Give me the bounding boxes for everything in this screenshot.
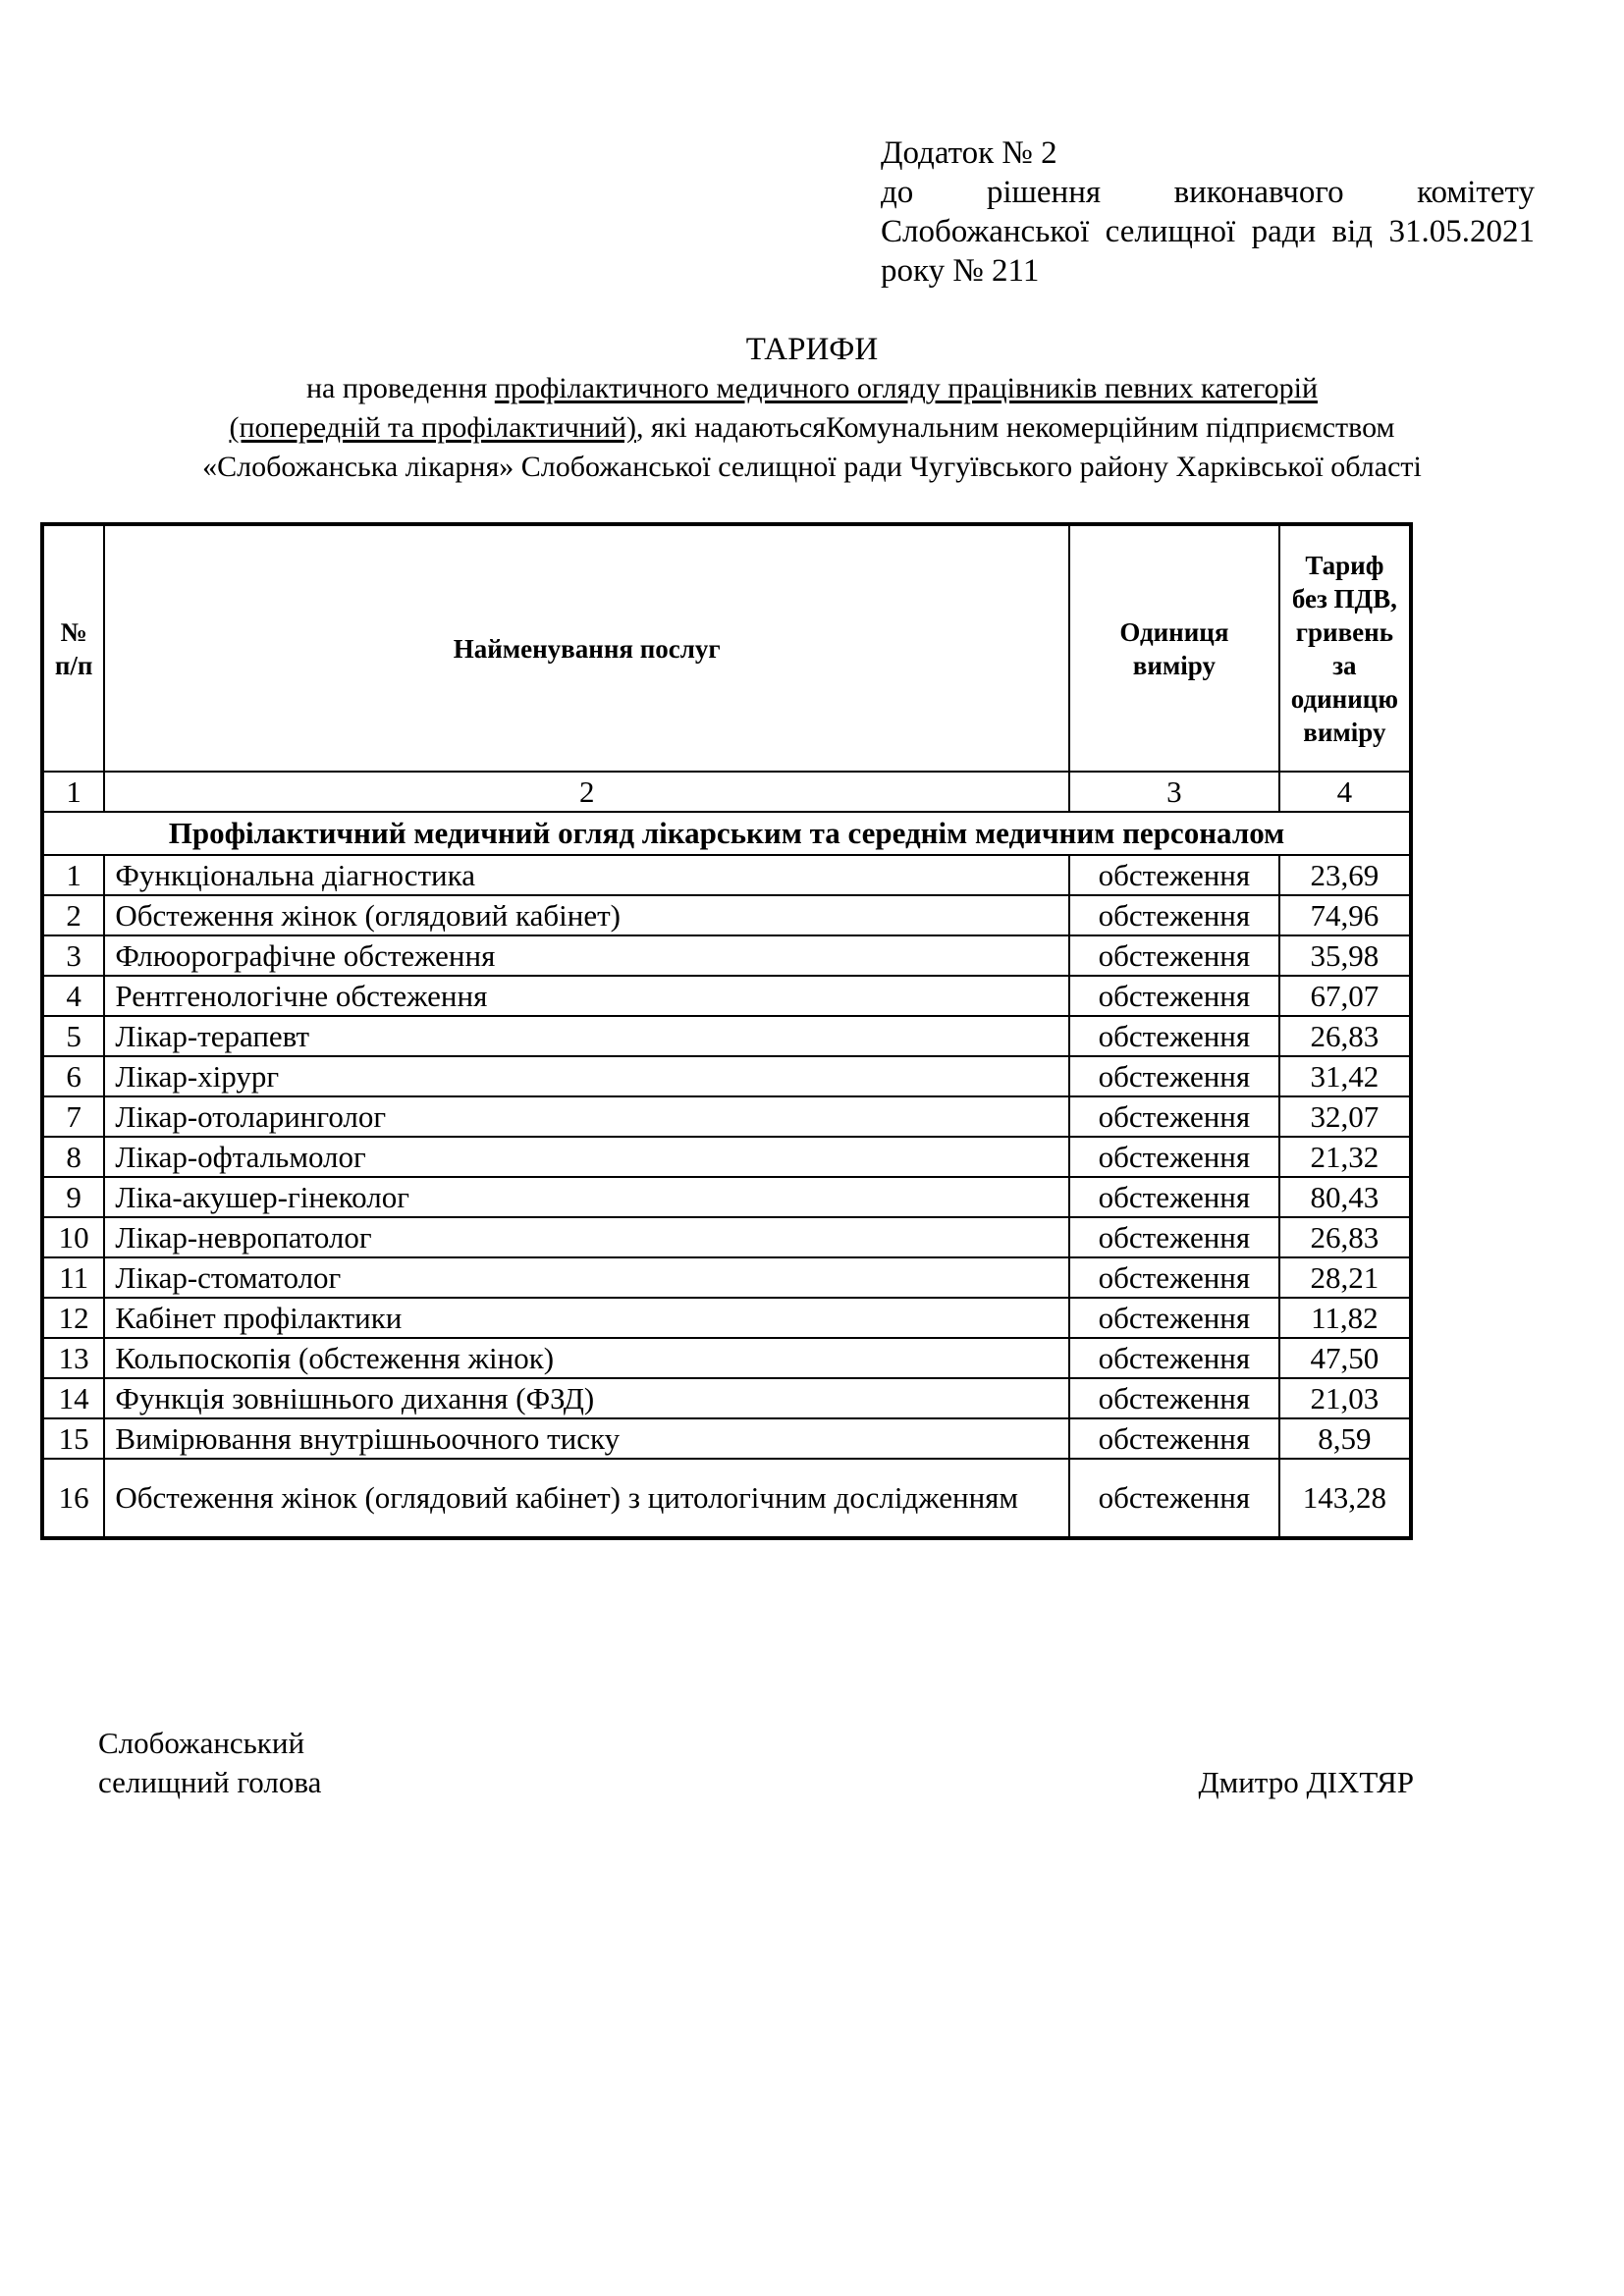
header-price: Тариф без ПДВ, гривень за одиницю виміру xyxy=(1279,524,1411,772)
row-unit: обстеження xyxy=(1069,895,1279,935)
annex-date: 31.05.2021 xyxy=(1388,214,1535,249)
row-service-name: Ліка-акушер-гінеколог xyxy=(104,1177,1069,1217)
column-number: 4 xyxy=(1279,772,1411,812)
row-unit: обстеження xyxy=(1069,1137,1279,1177)
row-price: 47,50 xyxy=(1279,1338,1411,1378)
row-service-name: Лікар-офтальмолог xyxy=(104,1137,1069,1177)
table-row xyxy=(42,1459,1411,1538)
annex-word: рішення xyxy=(986,175,1102,210)
row-unit: обстеження xyxy=(1069,1096,1279,1137)
column-number-row xyxy=(42,772,1411,812)
table-row xyxy=(42,1418,1411,1459)
row-number: 8 xyxy=(42,1137,104,1177)
row-service-name: Лікар-невропатолог xyxy=(104,1217,1069,1257)
row-unit: обстеження xyxy=(1069,1298,1279,1338)
title-line-3: «Слобожанська лікарня» Слобожанської селищної ради Чугуївського району Харківської області xyxy=(202,451,1422,483)
row-price: 35,98 xyxy=(1279,935,1411,976)
table-row xyxy=(42,1338,1411,1378)
table-row xyxy=(42,935,1411,976)
row-price: 143,28 xyxy=(1279,1459,1411,1538)
table-row xyxy=(42,976,1411,1016)
row-price: 8,59 xyxy=(1279,1418,1411,1459)
annex-word: виконавчого xyxy=(1173,175,1344,210)
row-service-name: Лікар-хірург xyxy=(104,1056,1069,1096)
title-heading: ТАРИФИ xyxy=(745,332,879,367)
annex-number: Додаток № 2 xyxy=(881,135,1057,171)
title-underlined-subject: профілактичного медичного огляду працівників певних категорій xyxy=(494,372,1318,404)
row-service-name: Кабінет профілактики xyxy=(104,1298,1069,1338)
row-price: 28,21 xyxy=(1279,1257,1411,1298)
section-title: Профілактичний медичний огляд лікарським та середнім медичним персоналом xyxy=(42,812,1411,855)
row-number: 2 xyxy=(42,895,104,935)
table-row xyxy=(42,1096,1411,1137)
annex-word: комітету xyxy=(1417,175,1535,210)
annex-year-number: року № 211 xyxy=(881,253,1040,289)
row-unit: обстеження xyxy=(1069,1418,1279,1459)
row-price: 80,43 xyxy=(1279,1177,1411,1217)
row-service-name: Флюорографічне обстеження xyxy=(104,935,1069,976)
title-provider: , які надаютьсяКомунальним некомерційним підприємством xyxy=(636,411,1395,444)
row-number: 15 xyxy=(42,1418,104,1459)
annex-word: від xyxy=(1331,214,1374,249)
row-service-name: Рентгенологічне обстеження xyxy=(104,976,1069,1016)
row-number: 7 xyxy=(42,1096,104,1137)
table-row xyxy=(42,1378,1411,1418)
row-number: 13 xyxy=(42,1338,104,1378)
row-price: 23,69 xyxy=(1279,855,1411,895)
table-row xyxy=(42,895,1411,935)
annex-word: ради xyxy=(1251,214,1317,249)
row-number: 3 xyxy=(42,935,104,976)
title-line-1 xyxy=(0,369,1624,408)
header-unit: Одиниця виміру xyxy=(1069,524,1279,772)
annex-word: селищної xyxy=(1105,214,1236,249)
row-unit: обстеження xyxy=(1069,1217,1279,1257)
section-row xyxy=(42,812,1411,855)
row-price: 21,03 xyxy=(1279,1378,1411,1418)
row-price: 21,32 xyxy=(1279,1137,1411,1177)
column-number: 1 xyxy=(42,772,104,812)
title-line-2 xyxy=(0,408,1624,448)
row-service-name: Обстеження жінок (оглядовий кабінет) xyxy=(104,895,1069,935)
row-number: 10 xyxy=(42,1217,104,1257)
row-service-name: Лікар-отоларинголог xyxy=(104,1096,1069,1137)
annex-block xyxy=(881,133,1535,291)
header-service-name: Найменування послуг xyxy=(104,524,1069,772)
row-number: 4 xyxy=(42,976,104,1016)
column-number: 2 xyxy=(104,772,1069,812)
row-unit: обстеження xyxy=(1069,1177,1279,1217)
annex-council-line xyxy=(881,212,1535,251)
table-row xyxy=(42,855,1411,895)
table-header-row xyxy=(42,524,1411,772)
signatory-position-line-2: селищний голова xyxy=(98,1765,322,1799)
row-unit: обстеження xyxy=(1069,855,1279,895)
row-unit: обстеження xyxy=(1069,1459,1279,1538)
row-unit: обстеження xyxy=(1069,1378,1279,1418)
row-unit: обстеження xyxy=(1069,935,1279,976)
row-number: 14 xyxy=(42,1378,104,1418)
table-row xyxy=(42,1056,1411,1096)
row-unit: обстеження xyxy=(1069,1338,1279,1378)
tariffs-table xyxy=(40,522,1413,1540)
row-number: 1 xyxy=(42,855,104,895)
row-service-name: Лікар-стоматолог xyxy=(104,1257,1069,1298)
header-number: № п/п xyxy=(42,524,104,772)
row-number: 9 xyxy=(42,1177,104,1217)
signatory-position-line-1: Слобожанський xyxy=(98,1726,305,1760)
row-price: 32,07 xyxy=(1279,1096,1411,1137)
row-service-name: Кольпоскопія (обстеження жінок) xyxy=(104,1338,1069,1378)
row-number: 11 xyxy=(42,1257,104,1298)
row-unit: обстеження xyxy=(1069,1016,1279,1056)
annex-word: до xyxy=(881,175,914,210)
table-row xyxy=(42,1298,1411,1338)
signature-block xyxy=(98,1724,1414,1802)
row-price: 67,07 xyxy=(1279,976,1411,1016)
signatory-name: Дмитро ДІХТЯР xyxy=(1198,1765,1414,1799)
row-unit: обстеження xyxy=(1069,1257,1279,1298)
row-service-name: Функція зовнішнього дихання (ФЗД) xyxy=(104,1378,1069,1418)
row-unit: обстеження xyxy=(1069,976,1279,1016)
row-number: 5 xyxy=(42,1016,104,1056)
row-number: 6 xyxy=(42,1056,104,1096)
document-title xyxy=(0,330,1624,487)
row-unit: обстеження xyxy=(1069,1056,1279,1096)
table-row xyxy=(42,1257,1411,1298)
table-row xyxy=(42,1137,1411,1177)
annex-decision-line xyxy=(881,173,1535,212)
table-row xyxy=(42,1177,1411,1217)
table-row xyxy=(42,1217,1411,1257)
column-number: 3 xyxy=(1069,772,1279,812)
row-price: 11,82 xyxy=(1279,1298,1411,1338)
row-price: 74,96 xyxy=(1279,895,1411,935)
row-number: 12 xyxy=(42,1298,104,1338)
row-service-name: Лікар-терапевт xyxy=(104,1016,1069,1056)
row-price: 26,83 xyxy=(1279,1016,1411,1056)
annex-word: Слобожанської xyxy=(881,214,1090,249)
row-price: 31,42 xyxy=(1279,1056,1411,1096)
row-number: 16 xyxy=(42,1459,104,1538)
row-service-name: Функціональна діагностика xyxy=(104,855,1069,895)
row-service-name: Вимірювання внутрішньоочного тиску xyxy=(104,1418,1069,1459)
title-underlined-type: (попередній та профілактичний) xyxy=(229,411,637,444)
row-price: 26,83 xyxy=(1279,1217,1411,1257)
table-row xyxy=(42,1016,1411,1056)
title-prefix: на проведення xyxy=(305,372,495,404)
row-service-name: Обстеження жінок (оглядовий кабінет) з цитологічним дослідженням xyxy=(104,1459,1069,1538)
